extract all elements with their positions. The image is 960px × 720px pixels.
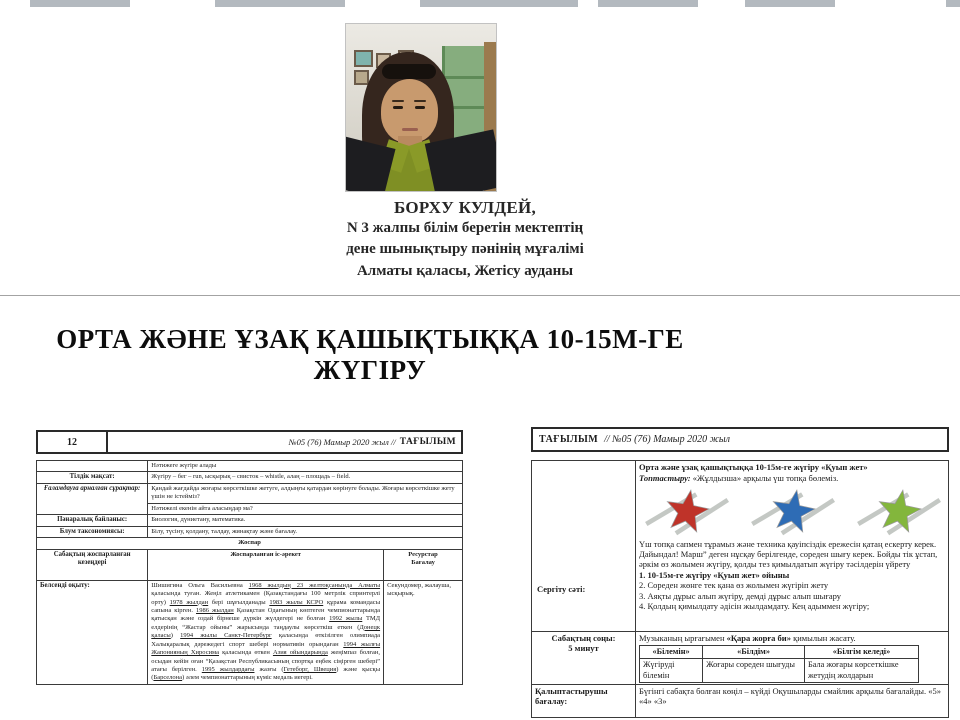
step-item: 1. 10-15м-ге жүгіру «Қуып жет» ойыны [639, 569, 790, 580]
article-title-line2: ЖҮГІРУ [313, 355, 427, 386]
col-stages-header: Сабақтың жоспарланған кезеңдері [37, 549, 148, 580]
green-star-icon [853, 487, 945, 537]
photo-sunglasses [382, 64, 436, 79]
teacher-portrait-photo [345, 23, 497, 192]
intro-paragraph: Үш топқа сапмен тұрамыз және техника қауіпсіздік ережесін қатаң ескерту керек. Дайындал! Марш” деген нұсқау берілгенде, сореден шығу керек. Бойды тік ұстап, әркім өз жолымен жүгіру, қолды тез қимылдатып жүгіру тәсілдерін үйрету [639, 538, 938, 570]
active-learning-label: Белсенді оқыту: [37, 580, 148, 684]
final-assessment-cell: Бүгінгі сабақта болған көңіл – күйді Оқушыларды смайлик арқылы бағалайды. «5» «4» «3» [636, 684, 949, 717]
bio-segment: 1992 жылы [329, 615, 363, 623]
table-row [640, 659, 919, 682]
left-journal-page [36, 430, 463, 720]
bio-segment: қаласында туған. Жеңіл атлетикамен (Қазақстандағы 100 метрлік спринтерлі орту) [151, 590, 381, 606]
photo-eyebrow [392, 100, 404, 102]
city-line: Алматы қаласы, Жетісу ауданы [356, 262, 574, 279]
photo-frame [354, 50, 373, 67]
panaralyk-value: Биология, дүниетану, математика. [148, 514, 463, 526]
tildik-label: Тілдік мақсат: [37, 472, 148, 484]
top-strip-segment [215, 0, 345, 7]
bio-segment: Шишигина Ольга Васильевна [151, 581, 249, 589]
music-line [639, 633, 945, 643]
blum-label: Блум таксономиясы: [37, 526, 148, 538]
step-item: 3. Аяқты дұрыс алып жүгіру, демді дұрыс алып шығару [639, 590, 841, 601]
bio-segment: ) әлем чемпионаттарының күміс медаль иегері. [182, 674, 313, 682]
bio-segment: Барселона [153, 674, 183, 682]
bio-segment: 1995 жылдардағы [201, 666, 255, 673]
kwl-cell-2: Жоғары сореден шығуды [703, 659, 805, 682]
lesson-end-cell [532, 632, 636, 685]
bio-segment: Азия ойындарында [272, 649, 328, 657]
article-title-line1: ОРТА ЖӘНЕ ҰЗАҚ ҚАШЫҚТЫҚҚА 10-15М-ГЕ [56, 324, 684, 354]
bio-segment: жазғы ( [254, 666, 284, 673]
bio-segment: 1978 жылдан [169, 598, 209, 606]
grouping-line [639, 473, 945, 483]
teacher-name: БОРХУ КУЛДЕЙ, [393, 198, 537, 217]
right-page-header [531, 427, 949, 452]
col-activity-header: Жоспарланған іс-әрекет [148, 549, 384, 580]
empty-cell [37, 461, 148, 472]
music-cell [636, 632, 949, 685]
col-res-line1: Ресурстар [408, 550, 438, 558]
main-activity-cell [636, 461, 949, 632]
photo-mouth [402, 128, 418, 131]
bio-segment: қаласында өткен [219, 649, 273, 657]
grouping-label: Топтастыру: [639, 473, 691, 484]
bio-segment: ) [170, 632, 181, 640]
subject-line: дене шынықтыру пәнінің мұғалімі [346, 241, 584, 258]
blum-value: Білу, түсіну, қолдану, талдау, жинақтау және бағалау. [148, 526, 463, 538]
music-suffix: қимылын жасату. [790, 633, 856, 643]
article-title [40, 324, 700, 386]
formative-assessment-cell [532, 684, 636, 717]
step-item: 2. Сореден жөнге тек қана өз жолымен жүгіріп жету [639, 580, 829, 591]
kwl-header-3: «Білгім келеді» [804, 646, 918, 659]
blue-star-icon [747, 487, 839, 537]
bio-segment: 1986 жылдан [196, 606, 234, 614]
kwl-header-1: «Білемін» [640, 646, 703, 659]
lesson-plan-table [36, 460, 463, 685]
sergitu-label: Сергіту сәті: [537, 584, 586, 594]
galam-q2: Нәтижелі екенін айта аласыңдар ма? [148, 503, 463, 514]
profile-caption [230, 198, 700, 282]
journal-name: ТАҒЫЛЫМ [399, 437, 456, 447]
panaralyk-label: Пәнаралық байланыс: [37, 514, 148, 526]
school-line: N 3 жалпы білім беретін мектептің [346, 220, 584, 236]
galam-q1: Қандай жағдайда жоғары көрсеткішке жетуге, алдыңғы қатардан көрінуге болады. Жоғары көрсеткішке жету үшін не істейміз? [148, 484, 463, 504]
bio-segment: Гетеборг, Швеция [283, 666, 337, 673]
bio-segment: 1983 жылы КСРО [269, 598, 324, 606]
star-group [641, 487, 945, 537]
plan-title: Жоспар [37, 538, 463, 549]
photo-frame [354, 70, 369, 85]
top-strip-segment [420, 0, 578, 7]
red-star-icon [641, 487, 733, 537]
table-row [532, 684, 949, 717]
formative-assessment-label: Қалыптастырушы бағалау: [535, 685, 608, 707]
table-row [37, 461, 463, 472]
kwl-cell-3: Бала жоғары көрсеткішке жетудің жолдарын [804, 659, 918, 682]
table-row [37, 549, 463, 580]
bio-segment: 1994 жылы Санкт-Петербург [180, 632, 272, 640]
horizontal-divider [0, 295, 960, 296]
photo-shelf-line [442, 76, 484, 79]
issue-text: // №05 (76) Мамыр 2020 жыл [604, 434, 731, 445]
table-row [37, 472, 463, 484]
bio-segment: 1994 жылғы Жапонияның Хиросима [151, 640, 381, 657]
lesson-title: Орта және ұзақ қашықтыққа 10-15м-ге жүгіру «Қуып жет» [639, 462, 868, 472]
top-strip-segment [30, 0, 130, 7]
steps-list [639, 570, 945, 611]
photo-eyebrow [414, 100, 426, 102]
col-res-line2: Бағалау [411, 558, 435, 566]
result-cell: Нәтижеге жүгіре алады [148, 461, 463, 472]
step-item: 4. Қолдың қимылдату әдісін жылдамдату. Кең адыммен жүгіру; [639, 600, 870, 611]
photo-eye [393, 106, 403, 109]
kwl-header-2: «Білдім» [703, 646, 805, 659]
top-strip-segment [598, 0, 698, 7]
left-page-header [36, 430, 463, 454]
galam-label: Ғаламдауға арналған сұрақтар: [37, 484, 148, 515]
page-number: 12 [38, 432, 108, 452]
athlete-bio-text [148, 580, 384, 684]
bio-segment: Қазақстан Одағының көптеген чемпионаттарында қатысқан және оздай бірнеше дүркін жүлдегері не болған [151, 606, 381, 623]
lesson-end-label: Сабақтың соңы: [551, 633, 616, 643]
bio-segment: ) және қысқы ( [151, 666, 381, 682]
bio-segment: жеңімпаз болған, осыдан кейін оған “Қазақстан Республикасының спортқа еңбек сіңірген шебері” атағы берілген. [151, 649, 381, 673]
music-prefix: Музыканың ырғағымен [639, 633, 727, 643]
table-row [37, 514, 463, 526]
journal-name: ТАҒЫЛЫМ [539, 434, 599, 445]
table-row [37, 484, 463, 504]
issue-text: №05 (76) Мамыр 2020 жыл // [288, 437, 396, 447]
resources-cell: Секундомер, жалауша, ысқырық. [384, 580, 463, 684]
bio-segment: бері шұғылданады [208, 598, 270, 606]
photo-face [381, 79, 438, 143]
table-row [532, 461, 949, 632]
photo-eye [415, 106, 425, 109]
table-row [532, 632, 949, 685]
bio-segment: 1968 жылдың 23 желтоқсанында Алматы [248, 581, 381, 589]
table-row [37, 526, 463, 538]
kwl-cell-1: Жүгіруді білемін [640, 659, 703, 682]
top-strip-segment [745, 0, 835, 7]
top-strip-segment [946, 0, 960, 7]
kwl-table [639, 645, 919, 682]
table-row [37, 580, 463, 684]
table-row [37, 538, 463, 549]
tildik-value: Жүгіру – бег – run, ысқырық – свисток – whistle, алаң – площадь – field. [148, 472, 463, 484]
table-row [640, 646, 919, 659]
lesson-end-time: 5 минут [568, 643, 599, 654]
left-issue-info [108, 432, 461, 452]
col-resources-header [384, 549, 463, 580]
music-dance: «Қара жорға би» [726, 633, 791, 643]
right-journal-page [531, 427, 949, 720]
sergitu-cell [532, 461, 636, 632]
grouping-text: «Жұлдызша» арқылы үш топқа бөлеміз. [690, 473, 839, 484]
bio-segment: Донецк қаласы [151, 623, 381, 640]
lesson-activity-table [531, 460, 949, 718]
bio-segment: құрама командасы сапына кірген. [151, 598, 381, 614]
bio-segment: ТМД елдерінің “Жастар ойыны” жарысында таңдаулы көрсеткіш еткен ( [151, 615, 381, 631]
bio-segment: қаласында өткізілген олимпиада Халықаралық дәрежедегі спорт шебері нормативін орындаған [151, 632, 381, 648]
